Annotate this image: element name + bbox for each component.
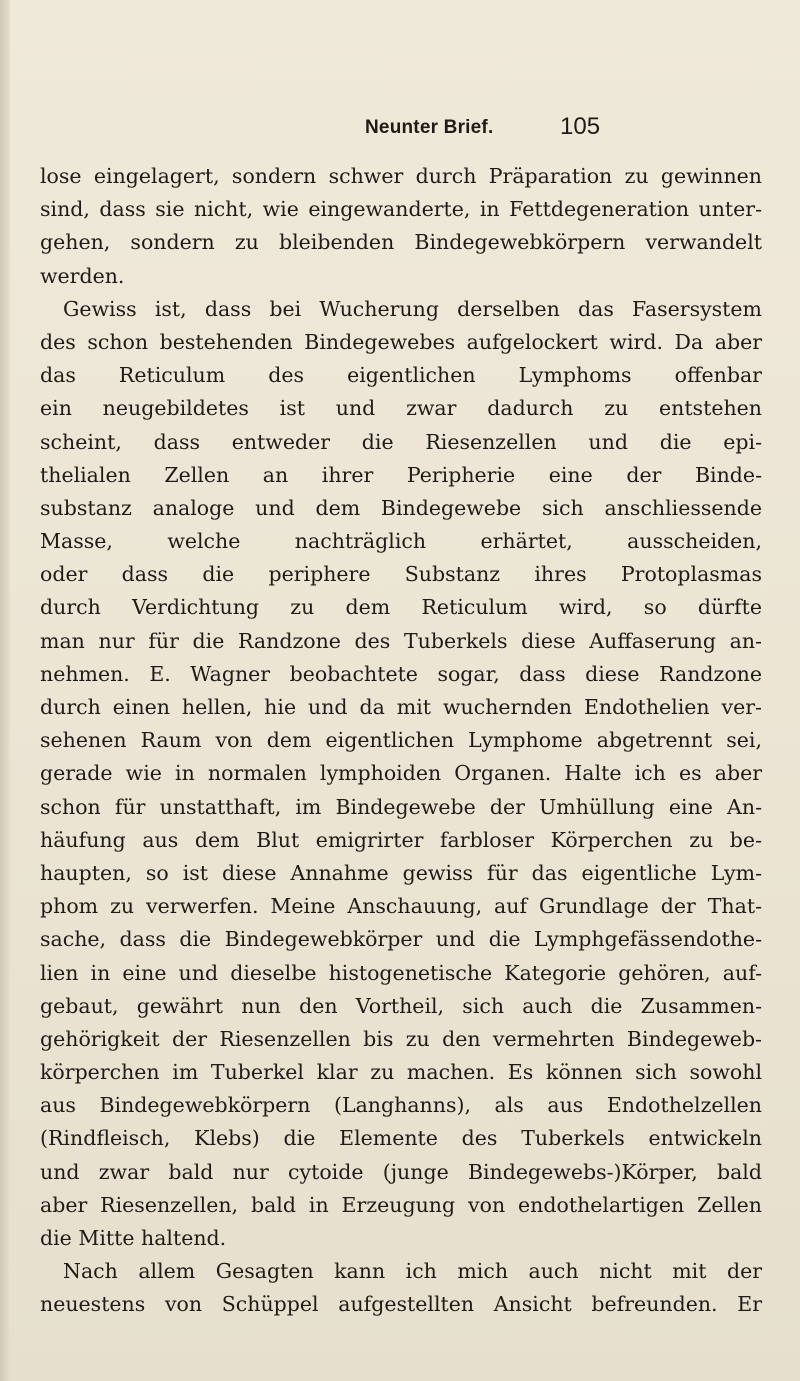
page-number: 105 bbox=[560, 113, 601, 140]
page-edge-shadow bbox=[0, 0, 10, 1381]
text-line: gerade wie in normalen lymphoiden Organen. Halte ich es aber bbox=[40, 761, 762, 786]
text-line: phom zu verwerfen. Meine Anschauung, auf Grundlage der That- bbox=[40, 894, 762, 919]
text-line: aus Bindegewebkörpern (Langhanns), als aus Endothelzellen bbox=[40, 1093, 762, 1118]
text-line: werden. bbox=[40, 263, 125, 288]
text-line: Nach allem Gesagten kann ich mich auch nicht mit der bbox=[63, 1259, 762, 1284]
text-line: gehörigkeit der Riesenzellen bis zu den vermehrten Bindegeweb- bbox=[40, 1026, 762, 1051]
text-line: man nur für die Randzone des Tuberkels diese Auffaserung an- bbox=[40, 628, 762, 653]
text-line: sache, dass die Bindegewebkörper und die Lymphgefässendothe- bbox=[40, 927, 762, 952]
text-line: (Rindfleisch, Klebs) die Elemente des Tuberkels entwickeln bbox=[40, 1126, 762, 1151]
text-line: und zwar bald nur cytoide (junge Bindegewebs-)Körper, bald bbox=[40, 1159, 762, 1184]
text-line: Gewiss ist, dass bei Wucherung derselben das Fasersystem bbox=[63, 296, 762, 321]
text-line: gehen, sondern zu bleibenden Bindegewebkörpern verwandelt bbox=[40, 230, 762, 255]
text-line: lose eingelagert, sondern schwer durch Präparation zu gewinnen bbox=[40, 164, 762, 188]
text-line: lien in eine und dieselbe histogenetische Kategorie gehören, auf- bbox=[40, 960, 762, 985]
running-head bbox=[0, 113, 800, 143]
text-line: aber Riesenzellen, bald in Erzeugung von endothelartigen Zellen bbox=[40, 1192, 762, 1217]
text-line: substanz analoge und dem Bindegewebe sich anschliessende bbox=[40, 495, 762, 520]
text-line: scheint, dass entweder die Riesenzellen und die epi- bbox=[40, 429, 762, 454]
body-text bbox=[40, 160, 762, 1322]
text-line: ein neugebildetes ist und zwar dadurch zu entstehen bbox=[40, 396, 762, 421]
text-line: des schon bestehenden Bindegewebes aufgelockert wird. Da aber bbox=[40, 329, 762, 354]
text-line: gebaut, gewährt nun den Vortheil, sich auch die Zusammen- bbox=[40, 993, 762, 1018]
text-line: haupten, so ist diese Annahme gewiss für das eigentliche Lym- bbox=[40, 860, 762, 885]
text-line: Masse, welche nachträglich erhärtet, ausscheiden, bbox=[40, 529, 762, 554]
text-line: oder dass die periphere Substanz ihres Protoplasmas bbox=[40, 562, 762, 587]
text-line: nehmen. E. Wagner beobachtete sogar, dass diese Randzone bbox=[40, 661, 762, 686]
text-line: sehenen Raum von dem eigentlichen Lymphome abgetrennt sei, bbox=[40, 728, 762, 753]
chapter-title: Neunter Brief. bbox=[365, 117, 494, 138]
text-line: sind, dass sie nicht, wie eingewanderte, in Fettdegeneration unter- bbox=[40, 197, 762, 222]
text-line: die Mitte haltend. bbox=[40, 1226, 227, 1250]
text-line: thelialen Zellen an ihrer Peripherie eine der Binde- bbox=[40, 462, 762, 487]
text-line: das Reticulum des eigentlichen Lymphoms offenbar bbox=[40, 363, 762, 388]
text-line: durch einen hellen, hie und da mit wuchernden Endothelien ver- bbox=[40, 695, 762, 719]
text-line: schon für unstatthaft, im Bindegewebe der Umhüllung eine An- bbox=[40, 794, 762, 819]
text-line: körperchen im Tuberkel klar zu machen. Es können sich sowohl bbox=[40, 1060, 762, 1085]
text-line: häufung aus dem Blut emigrirter farbloser Körperchen zu be- bbox=[40, 827, 762, 852]
text-line: durch Verdichtung zu dem Reticulum wird, so dürfte bbox=[40, 595, 762, 620]
text-line: neuestens von Schüppel aufgestellten Ansicht befreunden. Er bbox=[40, 1292, 762, 1317]
